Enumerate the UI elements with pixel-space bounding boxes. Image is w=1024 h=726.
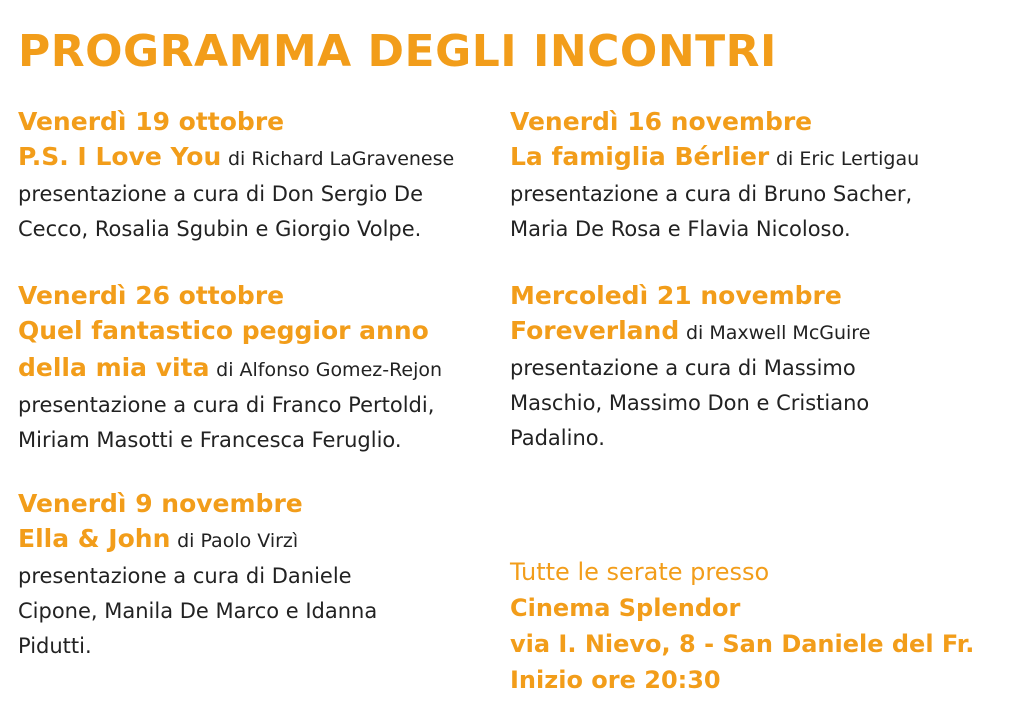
event-block [18, 104, 508, 247]
presentation-line: Pidutti. [18, 634, 92, 658]
event-block [18, 486, 508, 664]
venue-info [510, 554, 1010, 698]
presentation-line: Padalino. [510, 426, 605, 450]
film-title: della mia vita [18, 353, 210, 382]
event-date: Venerdì 9 novembre [18, 489, 303, 518]
presentation-line: presentazione a cura di Franco Pertoldi, [18, 393, 435, 417]
film-director: di Paolo Virzì [177, 530, 299, 552]
presentation-line: Cipone, Manila De Marco e Idanna [18, 599, 378, 623]
event-block [510, 104, 1000, 247]
presentation-line: Maria De Rosa e Flavia Nicoloso. [510, 217, 851, 241]
presentation-line: presentazione a cura di Don Sergio De [18, 182, 424, 206]
venue-intro: Tutte le serate presso [510, 558, 770, 586]
film-title: Foreverland [510, 316, 680, 345]
film-director: di Alfonso Gomez-Rejon [216, 359, 443, 381]
presentation-line: presentazione a cura di Daniele [18, 564, 352, 588]
film-director: di Maxwell McGuire [685, 322, 871, 344]
film-title: Ella & John [18, 524, 171, 553]
event-title-line [18, 313, 508, 350]
event-title-line [18, 350, 508, 388]
film-director: di Eric Lertigau [775, 148, 920, 170]
event-date: Mercoledì 21 novembre [510, 281, 842, 310]
page-title: PROGRAMMA DEGLI INCONTRI [18, 26, 777, 77]
event-title-line [18, 521, 508, 559]
event-date: Venerdì 16 novembre [510, 107, 813, 136]
presentation-line: presentazione a cura di Massimo [510, 356, 856, 380]
venue-name: Cinema Splendor [510, 594, 741, 622]
event-title-line [510, 139, 1000, 177]
venue-address: via I. Nievo, 8 - San Daniele del Fr. [510, 630, 975, 658]
start-time: Inizio ore 20:30 [510, 666, 721, 694]
presentation-line: presentazione a cura di Bruno Sacher, [510, 182, 913, 206]
event-date: Venerdì 19 ottobre [18, 107, 285, 136]
left-column [18, 0, 508, 726]
right-column [510, 0, 1000, 726]
event-title-line [18, 139, 508, 177]
film-director: di Richard LaGravenese [227, 148, 455, 170]
film-title: La famiglia Bérlier [510, 142, 770, 171]
event-block [510, 278, 1000, 456]
presentation-line: Maschio, Massimo Don e Cristiano [510, 391, 870, 415]
presentation-line: Miriam Masotti e Francesca Feruglio. [18, 428, 402, 452]
event-date: Venerdì 26 ottobre [18, 281, 285, 310]
event-block [18, 278, 508, 458]
film-title: Quel fantastico peggior anno [18, 316, 429, 345]
film-title: P.S. I Love You [18, 142, 222, 171]
presentation-line: Cecco, Rosalia Sgubin e Giorgio Volpe. [18, 217, 422, 241]
event-title-line [510, 313, 1000, 351]
